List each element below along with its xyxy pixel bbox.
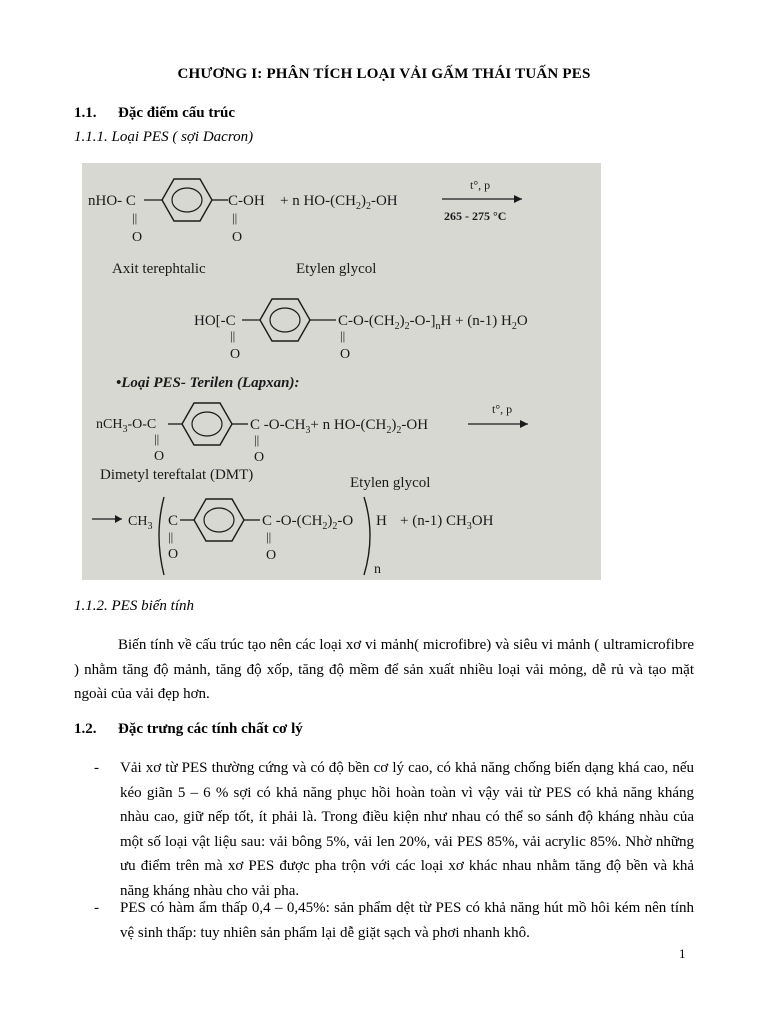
subsection-heading-1-1-2: 1.1.2. PES biến tính: [74, 598, 194, 614]
r1-left: nHO- C: [88, 193, 136, 209]
paragraph-pes-bien-tinh: [74, 633, 694, 707]
p1-o-left: O: [230, 347, 241, 362]
condition-1-top: t°, p: [470, 178, 491, 192]
benzene-ring-3: [182, 403, 232, 445]
r1-dbl-left: ||: [132, 210, 138, 225]
p1-o-right: O: [340, 347, 351, 362]
bullet-dash: -: [94, 900, 99, 916]
chapter-title: CHƯƠNG I: PHÂN TÍCH LOẠI VẢI GẤM THÁI TUẤN PES: [177, 66, 591, 82]
name-dmt: Dimetyl tereftalat (DMT): [100, 467, 254, 483]
r1-right: C-OH: [228, 193, 265, 209]
section-title: Đặc trưng các tính chất cơ lý: [118, 721, 303, 737]
r2-dbl-left: ||: [154, 431, 160, 446]
p2-dbl-right: ||: [266, 529, 272, 544]
section-number: 1.2.: [74, 721, 97, 737]
p2-right: C $-O-(CH_2)_2-O$: [262, 513, 354, 532]
name-etylen-glycol-2: Etylen glycol: [350, 475, 431, 491]
p2-n: n: [374, 562, 381, 577]
bullet-text: PES có hàm ẩm thấp 0,4 – 0,45%: sản phẩm dệt từ PES có khả năng hút mồ hôi kém nên tính vệ sinh thấp: tuy nhiên sản phẩm lại dễ giặt sạch và phơi nhanh khô.: [120, 900, 694, 941]
bullet-item: [74, 896, 694, 945]
condition-2-top: t°, p: [492, 402, 513, 416]
bullet-dash: -: [94, 760, 99, 776]
r2-left: nCH$_3$-O-C: [96, 417, 157, 435]
p2-o-right: O: [266, 548, 277, 563]
p2-dbl-left: ||: [168, 529, 174, 544]
page-number: 1: [679, 946, 686, 961]
p2-o-left: O: [168, 547, 179, 562]
p2-ch3: $CH_3$: [128, 514, 153, 532]
r1-o-left: O: [132, 230, 143, 245]
name-etylen-glycol: Etylen glycol: [296, 261, 377, 277]
condition-1-bottom: 265 - 275 °C: [444, 209, 507, 223]
p1-left: HO[-C: [194, 313, 236, 329]
bullet-item: [74, 756, 694, 903]
section-heading-1-1: [74, 105, 235, 122]
section-heading-1-2: [74, 721, 303, 738]
p1-right: $C-O-(CH_2)_2-O-]_nH + (n-1)$ $H_2O$: [338, 313, 528, 332]
r2-right: C $-O-CH_3+ n$ $HO-(CH_2)_2-OH$: [250, 417, 429, 436]
p2-tail: + (n-1) $CH_3OH$: [400, 513, 494, 532]
r1-dbl-right: ||: [232, 210, 238, 225]
r1-plus: + n $HO-(CH_2)_2-OH$: [280, 193, 398, 212]
subsection-heading-1-1-1: 1.1.1. Loại PES ( sợi Dacron): [74, 129, 254, 145]
section-title: Đặc điểm cấu trúc: [118, 105, 236, 121]
p2-h: H: [376, 513, 387, 529]
chemical-reaction-figure: [82, 163, 601, 580]
p1-dbl-left: ||: [230, 328, 236, 343]
heading-terilen: •Loại PES- Terilen (Lapxan):: [116, 375, 300, 391]
benzene-ring-4: [194, 499, 244, 541]
r2-dbl-right: ||: [254, 432, 260, 447]
p2-c: C: [168, 513, 179, 529]
r2-o-right: O: [254, 450, 265, 465]
benzene-ring-1: [162, 179, 212, 221]
benzene-ring-2: [260, 299, 310, 341]
name-axit-terephtalic: Axit terephtalic: [112, 261, 206, 277]
section-number: 1.1.: [74, 105, 97, 121]
bullet-text: Vải xơ từ PES thường cứng và có độ bền cơ lý cao, có khả năng chống biến dạng khá cao, nếu kéo giãn 5 – 6 % sợi có khả năng phục hồi hoàn toàn vì vậy vải từ PES có khả năng kháng nhàu cao, giữ nếp tốt, ít phải là. Trong điều kiện như nhau có thể so sánh độ kháng nhàu của một số loại vật liệu sau: vải bông 5%, vải len 20%, vải PES 85%, vải acrylic 85%. Nhờ những ưu điểm trên mà xơ PES được pha trộn với các loại xơ khác nhau nhằm tăng độ bền và khả năng kháng nhàu cho vải pha.: [120, 760, 694, 899]
p1-dbl-right: ||: [340, 328, 346, 343]
r2-o-left: O: [154, 449, 165, 464]
paragraph-text: Biến tính về cấu trúc tạo nên các loại xơ vi mảnh( microfibre) và siêu vi mảnh ( ultramicrofibre ) nhằm tăng độ mảnh, tăng độ xốp, tăng độ mềm để sản xuất nhiều loại vải mỏng, dễ rủ và tạo mặt ngoài của vải đẹp hơn.: [74, 637, 694, 702]
r1-o-right: O: [232, 230, 243, 245]
